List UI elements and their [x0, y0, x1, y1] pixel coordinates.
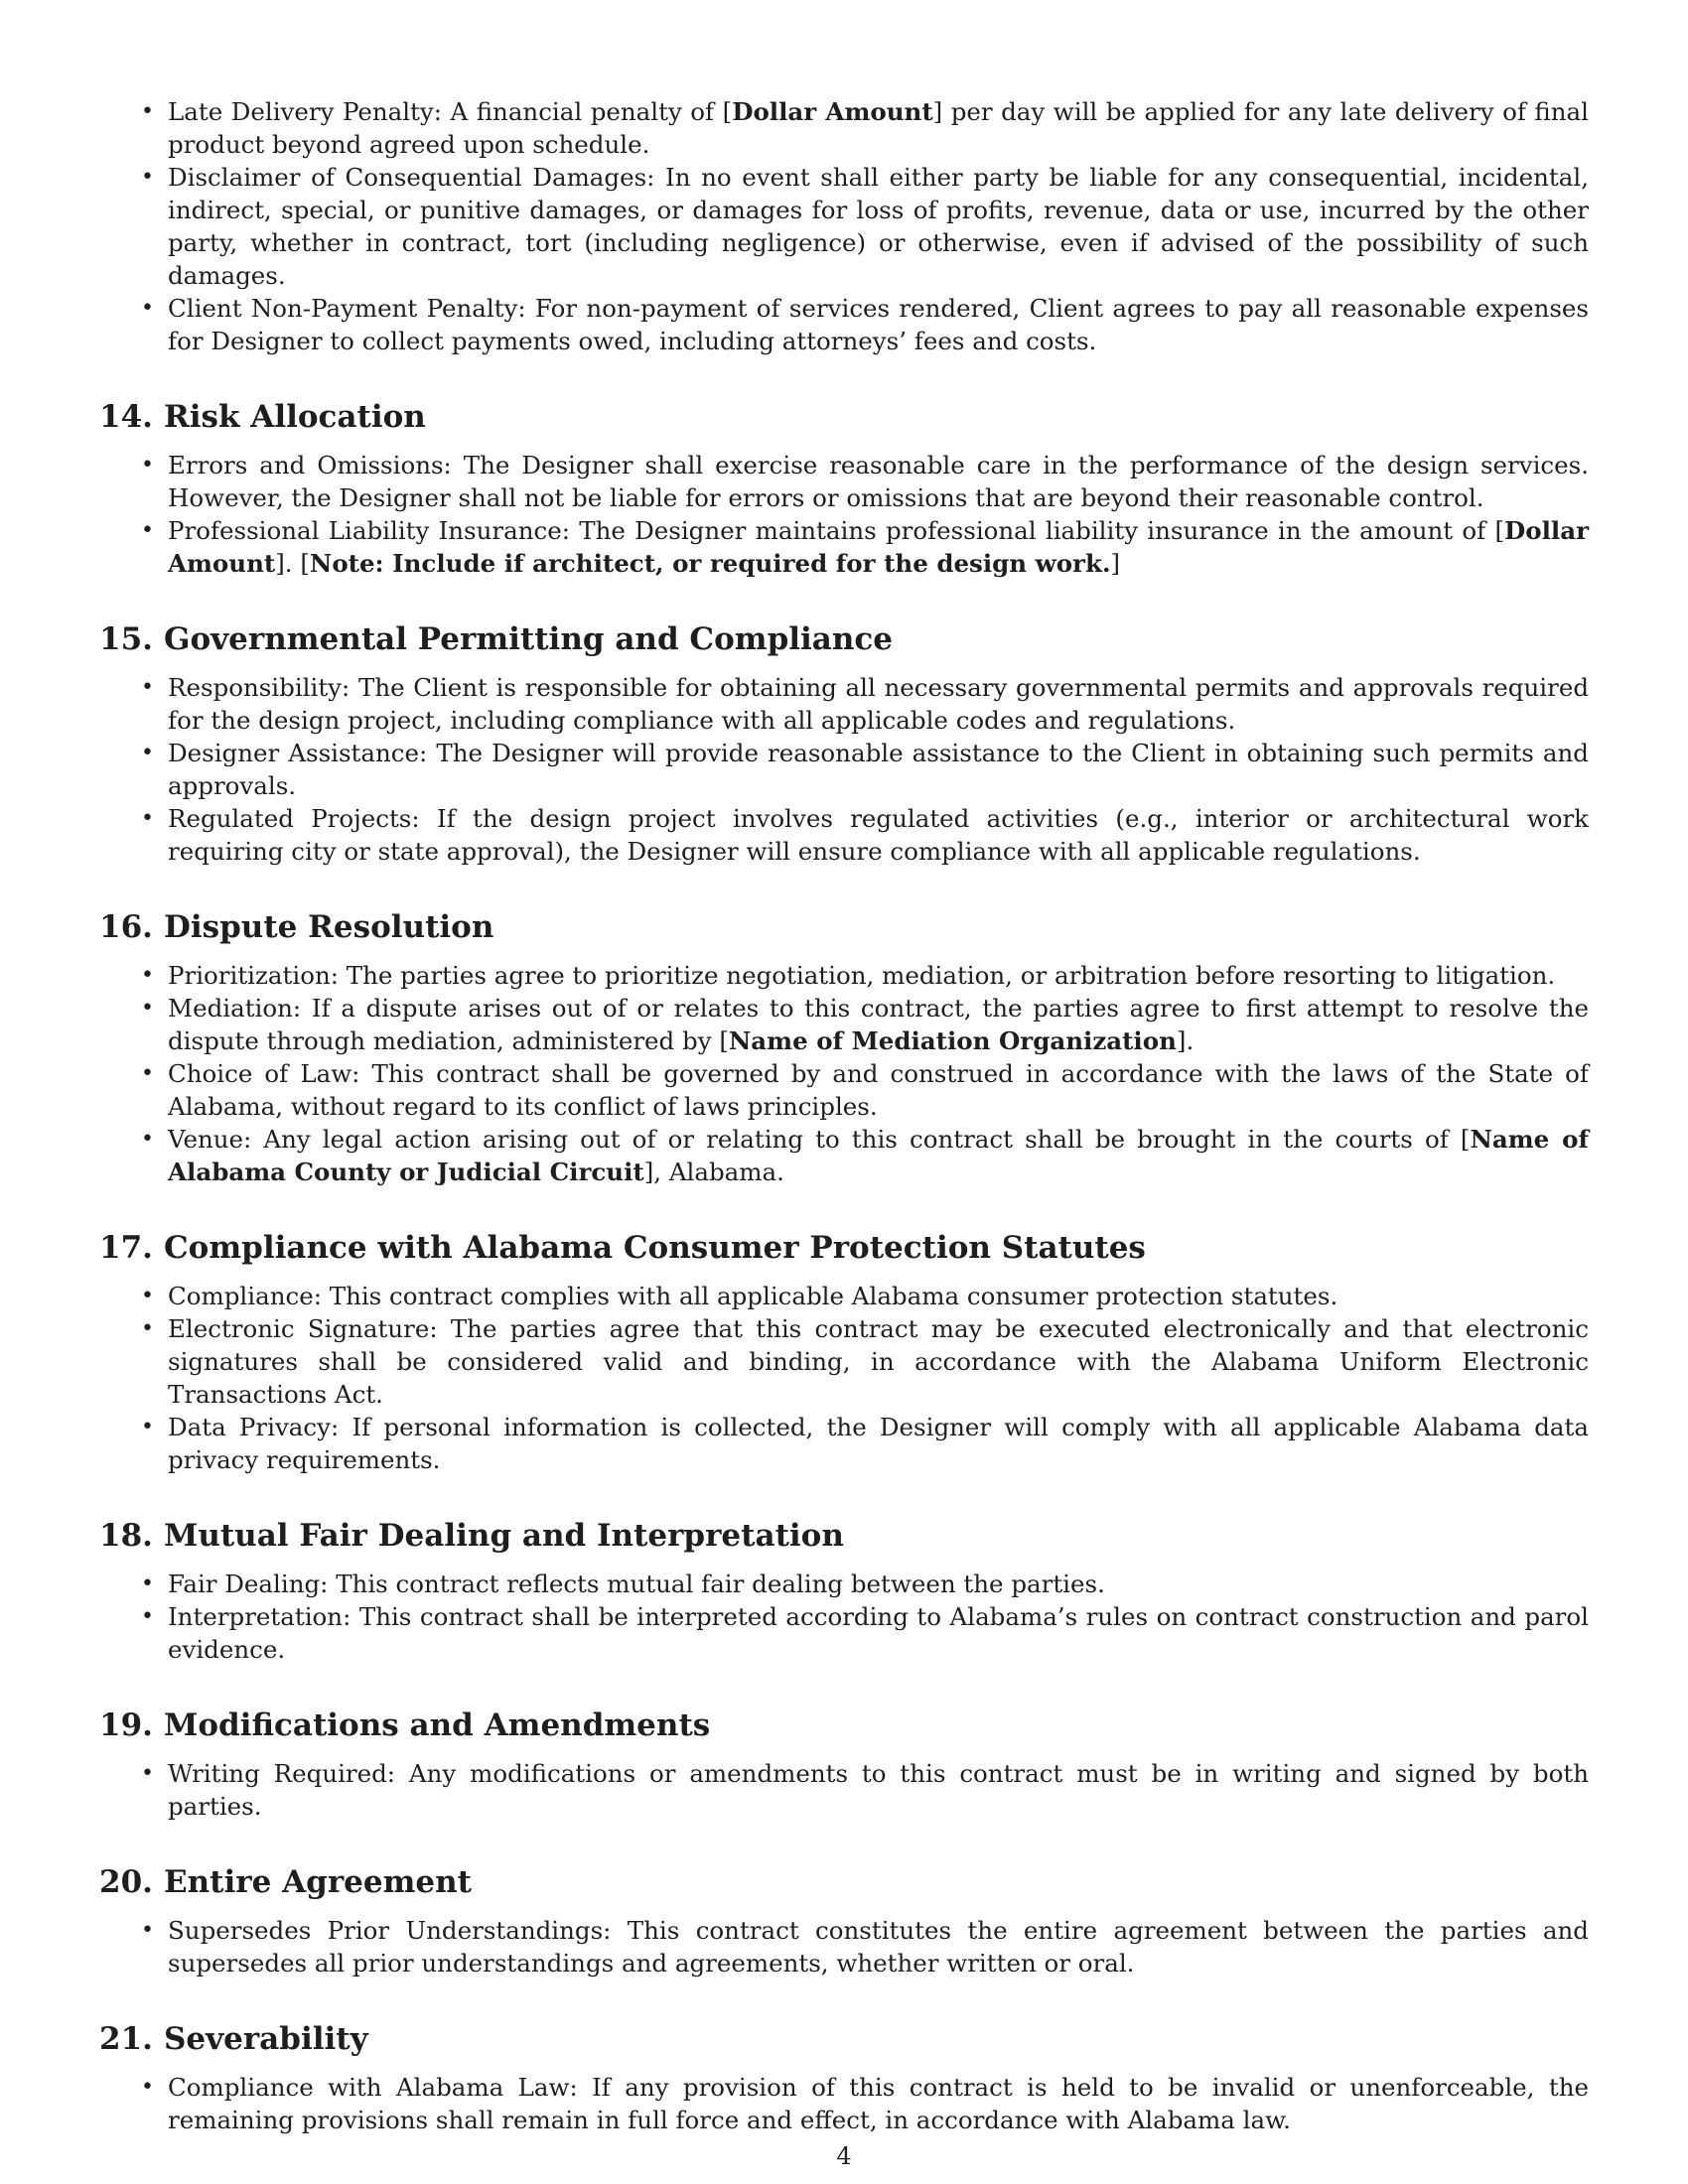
list-item: • Errors and Omissions: The Designer shall exercise reasonable care in the performance of the design services. However, the Designer shall not be liable for errors or omissions that are beyond their reasonable control.	[99, 449, 1589, 514]
section-19-modifications	[99, 1706, 1589, 1823]
list-item: • Compliance with Alabama Law: If any provision of this contract is held to be invalid or unenforceable, the remaining provisions shall remain in full force and effect, in accordance with Alabama law.	[99, 2071, 1589, 2136]
section-list	[99, 959, 1589, 1188]
list-item: • Electronic Signature: The parties agree that this contract may be executed electronically and that electronic signatures shall be considered valid and binding, in accordance with the Alabama Uniform Electronic Transactions Act.	[99, 1312, 1589, 1411]
intro-list	[99, 95, 1589, 357]
section-17-consumer-protection	[99, 1228, 1589, 1476]
section-list	[99, 1568, 1589, 1666]
list-item: • Professional Liability Insurance: The Designer maintains professional liability insurance in the amount of [Dollar Amount]. [Note: Include if architect, or required for the design work.]	[99, 514, 1589, 580]
list-item: • Supersedes Prior Understandings: This contract constitutes the entire agreement between the parties and supersedes all prior understandings and agreements, whether written or oral.	[99, 1914, 1589, 1979]
section-15-governmental-permitting	[99, 619, 1589, 868]
list-item: • Designer Assistance: The Designer will provide reasonable assistance to the Client in obtaining such permits and approvals.	[99, 737, 1589, 802]
list-item: • Compliance: This contract complies with all applicable Alabama consumer protection statutes.	[99, 1280, 1589, 1312]
list-item: • Disclaimer of Consequential Damages: In no event shall either party be liable for any consequential, incidental, indirect, special, or punitive damages, or damages for loss of profits, revenue, data or use, incurred by the other party, whether in contract, tort (including negligence) or otherwise, even if advised of the possibility of such damages.	[99, 161, 1589, 292]
list-item: • Venue: Any legal action arising out of or relating to this contract shall be brought in the courts of [Name of Alabama County or Judicial Circuit], Alabama.	[99, 1123, 1589, 1188]
section-heading: 14. Risk Allocation	[99, 399, 426, 435]
section-21-severability	[99, 2019, 1589, 2136]
list-item: • Client Non-Payment Penalty: For non-payment of services rendered, Client agrees to pay all reasonable expenses for Designer to collect payments owed, including attorneys’ fees and costs.	[99, 292, 1589, 357]
section-list	[99, 1757, 1589, 1823]
list-item: • Interpretation: This contract shall be interpreted according to Alabama’s rules on contract construction and parol evidence.	[99, 1600, 1589, 1666]
section-18-fair-dealing	[99, 1516, 1589, 1666]
section-heading: 18. Mutual Fair Dealing and Interpretation	[99, 1518, 844, 1554]
section-list	[99, 1914, 1589, 1979]
list-item: • Responsibility: The Client is responsible for obtaining all necessary governmental permits and approvals required for the design project, including compliance with all applicable codes and regulations.	[99, 671, 1589, 737]
document-page	[99, 95, 1589, 2136]
section-20-entire-agreement	[99, 1862, 1589, 1979]
list-item: • Mediation: If a dispute arises out of or relates to this contract, the parties agree to first attempt to resolve the dispute through mediation, administered by [Name of Mediation Organization].	[99, 992, 1589, 1057]
section-heading: 15. Governmental Permitting and Compliance	[99, 621, 894, 657]
section-list	[99, 2071, 1589, 2136]
list-item: • Choice of Law: This contract shall be governed by and construed in accordance with the laws of the State of Alabama, without regard to its conflict of laws principles.	[99, 1057, 1589, 1123]
list-item: • Fair Dealing: This contract reflects mutual fair dealing between the parties.	[99, 1568, 1589, 1600]
section-heading: 21. Severability	[99, 2021, 368, 2057]
section-heading: 17. Compliance with Alabama Consumer Protection Statutes	[99, 1230, 1146, 1266]
section-heading: 19. Modifications and Amendments	[99, 1707, 711, 1743]
section-14-risk-allocation	[99, 397, 1589, 580]
page-number: 4	[836, 2142, 852, 2170]
section-list	[99, 449, 1589, 580]
section-list	[99, 1280, 1589, 1476]
section-list	[99, 671, 1589, 868]
section-heading: 20. Entire Agreement	[99, 1864, 472, 1900]
section-16-dispute-resolution	[99, 907, 1589, 1188]
list-item: • Late Delivery Penalty: A financial penalty of [Dollar Amount] per day will be applied for any late delivery of final product beyond agreed upon schedule.	[99, 95, 1589, 161]
list-item: • Writing Required: Any modifications or amendments to this contract must be in writing and signed by both parties.	[99, 1757, 1589, 1823]
list-item: • Regulated Projects: If the design project involves regulated activities (e.g., interior or architectural work requiring city or state approval), the Designer will ensure compliance with all applicable regulations.	[99, 802, 1589, 868]
section-heading: 16. Dispute Resolution	[99, 909, 494, 945]
list-item: • Data Privacy: If personal information is collected, the Designer will comply with all applicable Alabama data privacy requirements.	[99, 1411, 1589, 1476]
list-item: • Prioritization: The parties agree to prioritize negotiation, mediation, or arbitration before resorting to litigation.	[99, 959, 1589, 992]
